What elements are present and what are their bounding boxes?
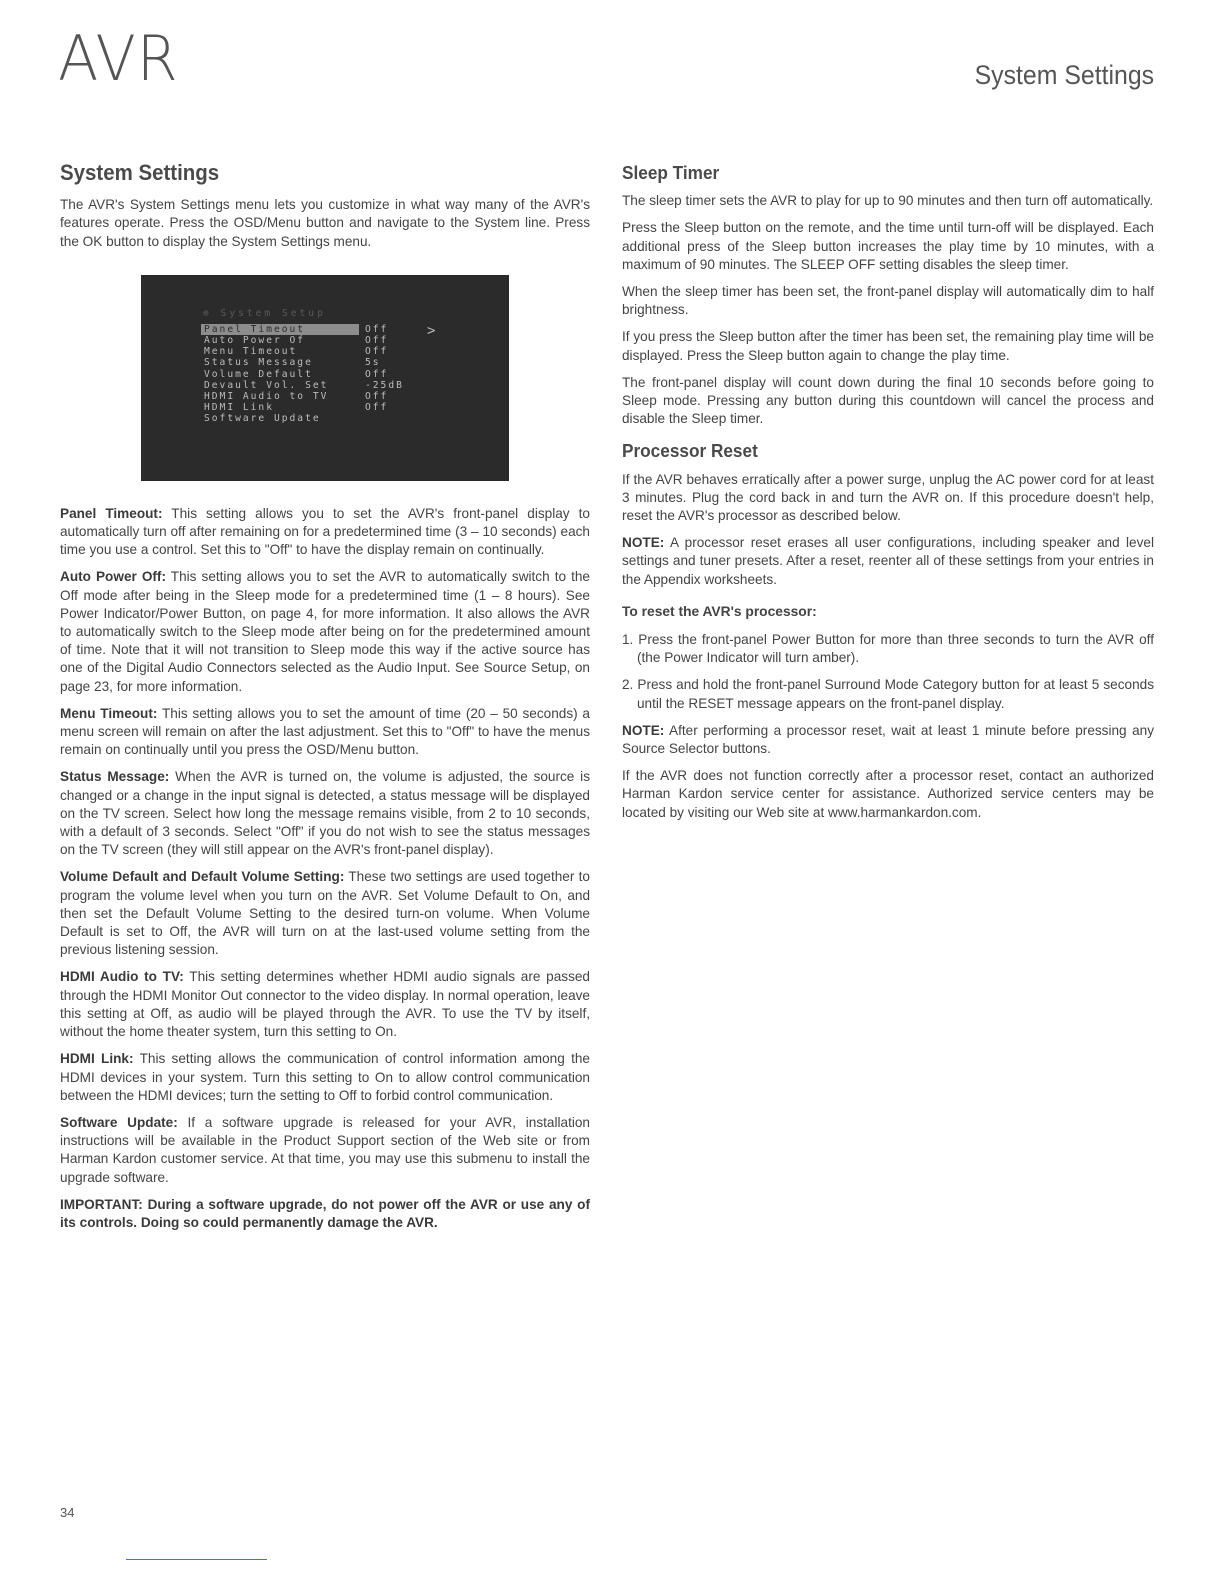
osd-row-value: Off (365, 346, 389, 358)
term: Auto Power Off: (60, 569, 166, 585)
osd-row-auto-power-off (201, 335, 404, 346)
sleep-paragraph: The sleep timer sets the AVR to play for up to 90 minutes and then turn off automatically. (622, 193, 1154, 209)
sleep-paragraph: If you press the Sleep button after the timer has been set, the remaining play time will be displayed. Press the Sleep button again to change the play time. (622, 329, 1154, 363)
osd-row-label: HDMI Link (204, 402, 274, 414)
osd-row-software-update (201, 413, 404, 424)
osd-row-label: Panel Timeout (201, 324, 359, 335)
osd-row-value: -25dB (365, 379, 404, 391)
osd-row-hdmi-link (201, 402, 404, 413)
reset-intro-paragraph: If the AVR behaves erratically after a power surge, unplug the AC power cord for at least 3 minutes. Plug the cord back in and turn the AVR on. If this procedure doesn't help, reset the AVR's processor as described below. (622, 471, 1154, 524)
hdmi-audio-paragraph (60, 968, 590, 1041)
osd-row-panel-timeout (201, 324, 404, 335)
reset-step: 2. Press and hold the front-panel Surround Mode Category button for at least 5 seconds until the RESET message appears on the front-panel display. (622, 677, 1154, 711)
note-term: NOTE: (622, 535, 665, 551)
reset-procedure-heading: To reset the AVR's processor: (622, 603, 817, 619)
page-number: 34 (60, 1505, 75, 1520)
osd-row-label: Volume Default (204, 368, 313, 380)
osd-row-label: Devault Vol. Set (204, 379, 329, 391)
osd-menu-title: ⊕ System Setup (203, 307, 326, 319)
description: If a software upgrade is released for your AVR, installation instructions will be available in the Product Support section of the Web site or from Harman Kardon customer service. At that time, you may use this submenu to install the upgrade software. (60, 1114, 590, 1185)
sleep-paragraph: Press the Sleep button on the remote, and the time until turn-off will be displayed. Each additional press of the Sleep button increases the play time by 10 minutes, with a maximum of 90 minutes. The SLEEP OFF setting disables the sleep timer. (622, 220, 1154, 272)
note-text: A processor reset erases all user configurations, including speaker and level settings and tuner presets. After a reset, reenter all of these settings from your entries in the Appendix worksheets. (622, 535, 1154, 587)
intro-paragraph: The AVR's System Settings menu lets you customize in what way many of the AVR's features operate. Press the OSD/Menu button and navigate to the System line. Press the OK button to display the System Settings menu. (60, 197, 590, 249)
note-term: NOTE: (622, 722, 665, 738)
osd-row-value: Off (365, 402, 389, 414)
reset-note-1 (622, 534, 1154, 589)
osd-row-status-message (201, 357, 404, 368)
osd-menu-rows (201, 324, 404, 425)
term: HDMI Link: (60, 1051, 134, 1067)
menu-timeout-paragraph (60, 705, 590, 760)
sleep-paragraph: The front-panel display will count down during the final 10 seconds before going to Sleep mode. Pressing any button during this countdown will cancel the process and disable the Sleep timer. (622, 374, 1154, 427)
avr-logo: AVR (58, 22, 179, 95)
note-text: After performing a processor reset, wait at least 1 minute before pressing any Source Selector buttons. (622, 722, 1154, 757)
reset-note-2 (622, 722, 1154, 758)
processor-reset-heading: Processor Reset (622, 440, 758, 462)
software-update-paragraph (60, 1114, 590, 1187)
description: This setting allows the communication of control information among the HDMI devices in your system. Turn this setting to On to allow control communication between the HDMI devices; turn the setting to Off to forbid control communication. (60, 1051, 590, 1103)
term: HDMI Audio to TV: (60, 969, 184, 985)
term: Software Update: (60, 1114, 178, 1130)
osd-row-value (359, 413, 365, 424)
osd-row-value: 5s (365, 357, 381, 369)
description: This setting allows you to set the amount of time (20 – 50 seconds) a menu screen will remain on after the last adjustment. Set this to "Off" to have the menus remain on continually until you press the OSD/Menu button. (60, 705, 590, 758)
osd-row-value: Off (365, 390, 389, 402)
term: Volume Default and Default Volume Setting: (60, 869, 345, 885)
osd-row-default-vol-set (201, 380, 404, 391)
panel-timeout-paragraph (60, 505, 590, 560)
description: This setting allows you to set the AVR to automatically switch to the Off mode after being in the Sleep mode for a predetermined time (1 – 8 hours). See Power Indicator/Power Button, on page 4, for more information. It also allows the AVR to automatically switch to the Sleep mode after being on for the predetermined amount of time. Note that it will not transition to Sleep mode this way if the active source has one of the Digital Audio Connectors selected as the Audio Input. See Source Setup, on page 23, for more information. (60, 569, 590, 694)
sleep-paragraph: When the sleep timer has been set, the front-panel display will automatically dim to half brightness. (622, 284, 1154, 318)
description: These two settings are used together to program the volume level when you turn on the AVR. Set Volume Default to On, and then set the Default Volume Setting to the desired turn-on volume. When Volume Default is set to Off, the AVR will turn on at the last-used volume setting from the previous listening session. (60, 869, 590, 958)
osd-menu-screenshot (141, 275, 509, 481)
term: Status Message: (60, 769, 170, 785)
osd-row-value: Off (365, 335, 389, 346)
osd-right-arrow-icon: > (427, 322, 438, 339)
right-column (622, 160, 1154, 831)
sleep-timer-heading: Sleep Timer (622, 162, 720, 183)
reset-step: 1. Press the front-panel Power Button for more than three seconds to turn the AVR off (the Power Indicator will turn amber). (622, 632, 1154, 666)
term: Menu Timeout: (60, 705, 158, 721)
description: This setting determines whether HDMI audio signals are passed through the HDMI Monitor Out connector to the video display. In normal operation, leave this setting at Off, as audio will be played through the AVR. To use the TV by itself, without the home theater system, turn this setting to On. (60, 969, 590, 1040)
osd-row-hdmi-audio-to-tv (201, 391, 404, 402)
description: When the AVR is turned on, the volume is adjusted, the source is changed or a change in the input signal is detected, a status message will be displayed on the TV screen. Select how long the message remains visible, from 2 to 10 seconds, with a default of 3 seconds. Select "Off" if you do not wish to see the status messages on the TV screen (they will still appear on the AVR's front-panel display). (60, 769, 590, 858)
footer-rule (126, 1559, 267, 1560)
description: This setting allows you to set the AVR's front-panel display to automatically turn off after remaining on for a predetermined time (3 – 10 seconds) each time you use a control. Set this to "Off" to have the display remain on continually. (60, 505, 590, 558)
important-warning: IMPORTANT: During a software upgrade, do not power off the AVR or use any of its controls. Doing so could permanently damage the AVR. (60, 1196, 590, 1230)
osd-row-label: Software Update (204, 413, 321, 425)
osd-row-label: Status Message (204, 357, 313, 369)
osd-row-label: Menu Timeout (204, 346, 298, 358)
hdmi-link-paragraph (60, 1050, 590, 1105)
reset-closing-paragraph: If the AVR does not function correctly after a processor reset, contact an authorized Harman Kardon service center for assistance. Authorized service centers may be located by visiting our Web site at www.harmankardon.com. (622, 768, 1154, 820)
osd-row-menu-timeout (201, 346, 404, 357)
volume-default-paragraph (60, 868, 590, 959)
header-section-title: System Settings (974, 60, 1154, 90)
osd-row-value: Off (365, 368, 389, 380)
auto-power-off-paragraph (60, 568, 590, 695)
osd-row-volume-default (201, 369, 404, 380)
status-message-paragraph (60, 768, 590, 859)
left-column (60, 160, 590, 1241)
osd-row-value: Off (365, 323, 389, 335)
system-settings-heading: System Settings (60, 160, 220, 185)
osd-row-label: Auto Power Of (204, 335, 306, 346)
term: Panel Timeout: (60, 505, 163, 521)
osd-row-label: HDMI Audio to TV (204, 390, 329, 402)
reset-steps-list (622, 631, 1154, 713)
